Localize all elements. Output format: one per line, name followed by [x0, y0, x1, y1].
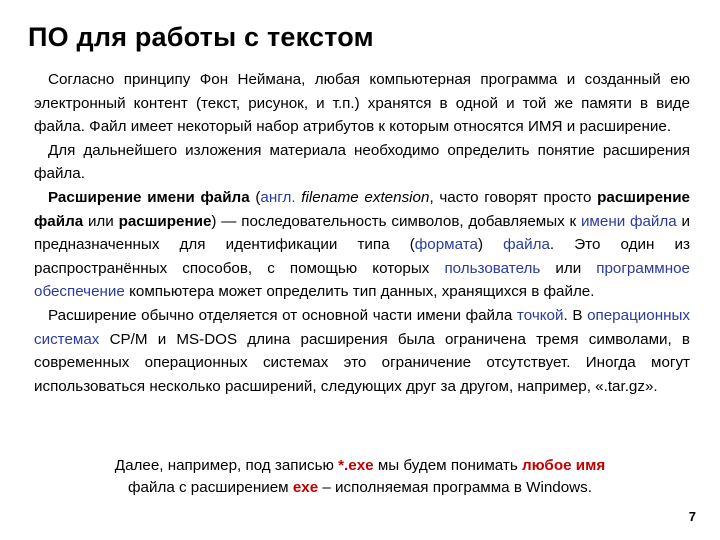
exe-pattern: *.exe	[338, 457, 374, 474]
term-alt-1: расширение файла	[34, 188, 690, 230]
any-name-highlight: любое имя	[522, 457, 606, 474]
text: ) — последовательность символов, добавляемых к	[211, 212, 581, 230]
text: файла с расширением	[128, 479, 293, 496]
text: Расширение обычно отделяется от основной части имени файла	[48, 306, 517, 324]
english-term: filename extension	[301, 188, 430, 206]
text: компьютера может определить тип данных, хранящихся в файле.	[124, 283, 595, 301]
link-filename[interactable]: имени файла	[580, 212, 677, 230]
link-user[interactable]: пользователь	[444, 259, 541, 277]
text: и предназначенных для идентификации типа (	[34, 212, 690, 254]
text: или	[540, 259, 597, 277]
text: CP/M и MS-DOS длина расширения была ограничена тремя символами, в современных операционных системах это ограничение отсутствует. Иногда могут использоваться несколько расширений, следующих друг за другом, например, «.tar.gz».	[34, 330, 690, 395]
page-number: 7	[688, 509, 696, 524]
paragraph-extension-intro: Для дальнейшего изложения материала необходимо определить понятие расширения файла.	[34, 141, 690, 183]
text: . В	[563, 306, 588, 324]
text: – исполняемая программа в Windows.	[318, 479, 592, 496]
text: )	[477, 236, 504, 254]
paragraph-extension-definition	[34, 186, 690, 304]
page-title: ПО для работы с текстом	[28, 22, 374, 52]
term-extension: Расширение имени файла	[48, 188, 250, 206]
exe-highlight: exe	[292, 479, 319, 496]
link-format[interactable]: формата	[414, 236, 478, 254]
text: . Это один из распространённых способов, с помощью которых	[34, 236, 690, 277]
paragraph-extension-details	[34, 304, 690, 398]
text: Далее, например, под записью	[114, 457, 339, 474]
text: мы будем понимать	[373, 457, 523, 474]
link-file[interactable]: файла	[503, 236, 550, 254]
link-dot[interactable]: точкой	[516, 306, 564, 324]
term-alt-2: расширение	[118, 212, 212, 230]
link-software[interactable]: программное обеспечение	[34, 259, 690, 301]
exe-note	[40, 455, 680, 499]
text: , часто говорят просто	[429, 188, 598, 206]
text: (	[249, 188, 261, 206]
main-text	[34, 68, 690, 398]
link-english[interactable]: англ.	[260, 188, 296, 206]
link-operating-systems[interactable]: операционных системах	[34, 306, 690, 348]
paragraph-von-neumann: Согласно принципу Фон Неймана, любая компьютерная программа и созданный ею электронный контент (текст, рисунок, и т.п.) хранятся в одной и той же памяти в виде файла. Файл имеет некоторый набор атрибутов к которым относятся ИМЯ и расширение.	[34, 71, 690, 136]
text: или	[83, 212, 119, 230]
